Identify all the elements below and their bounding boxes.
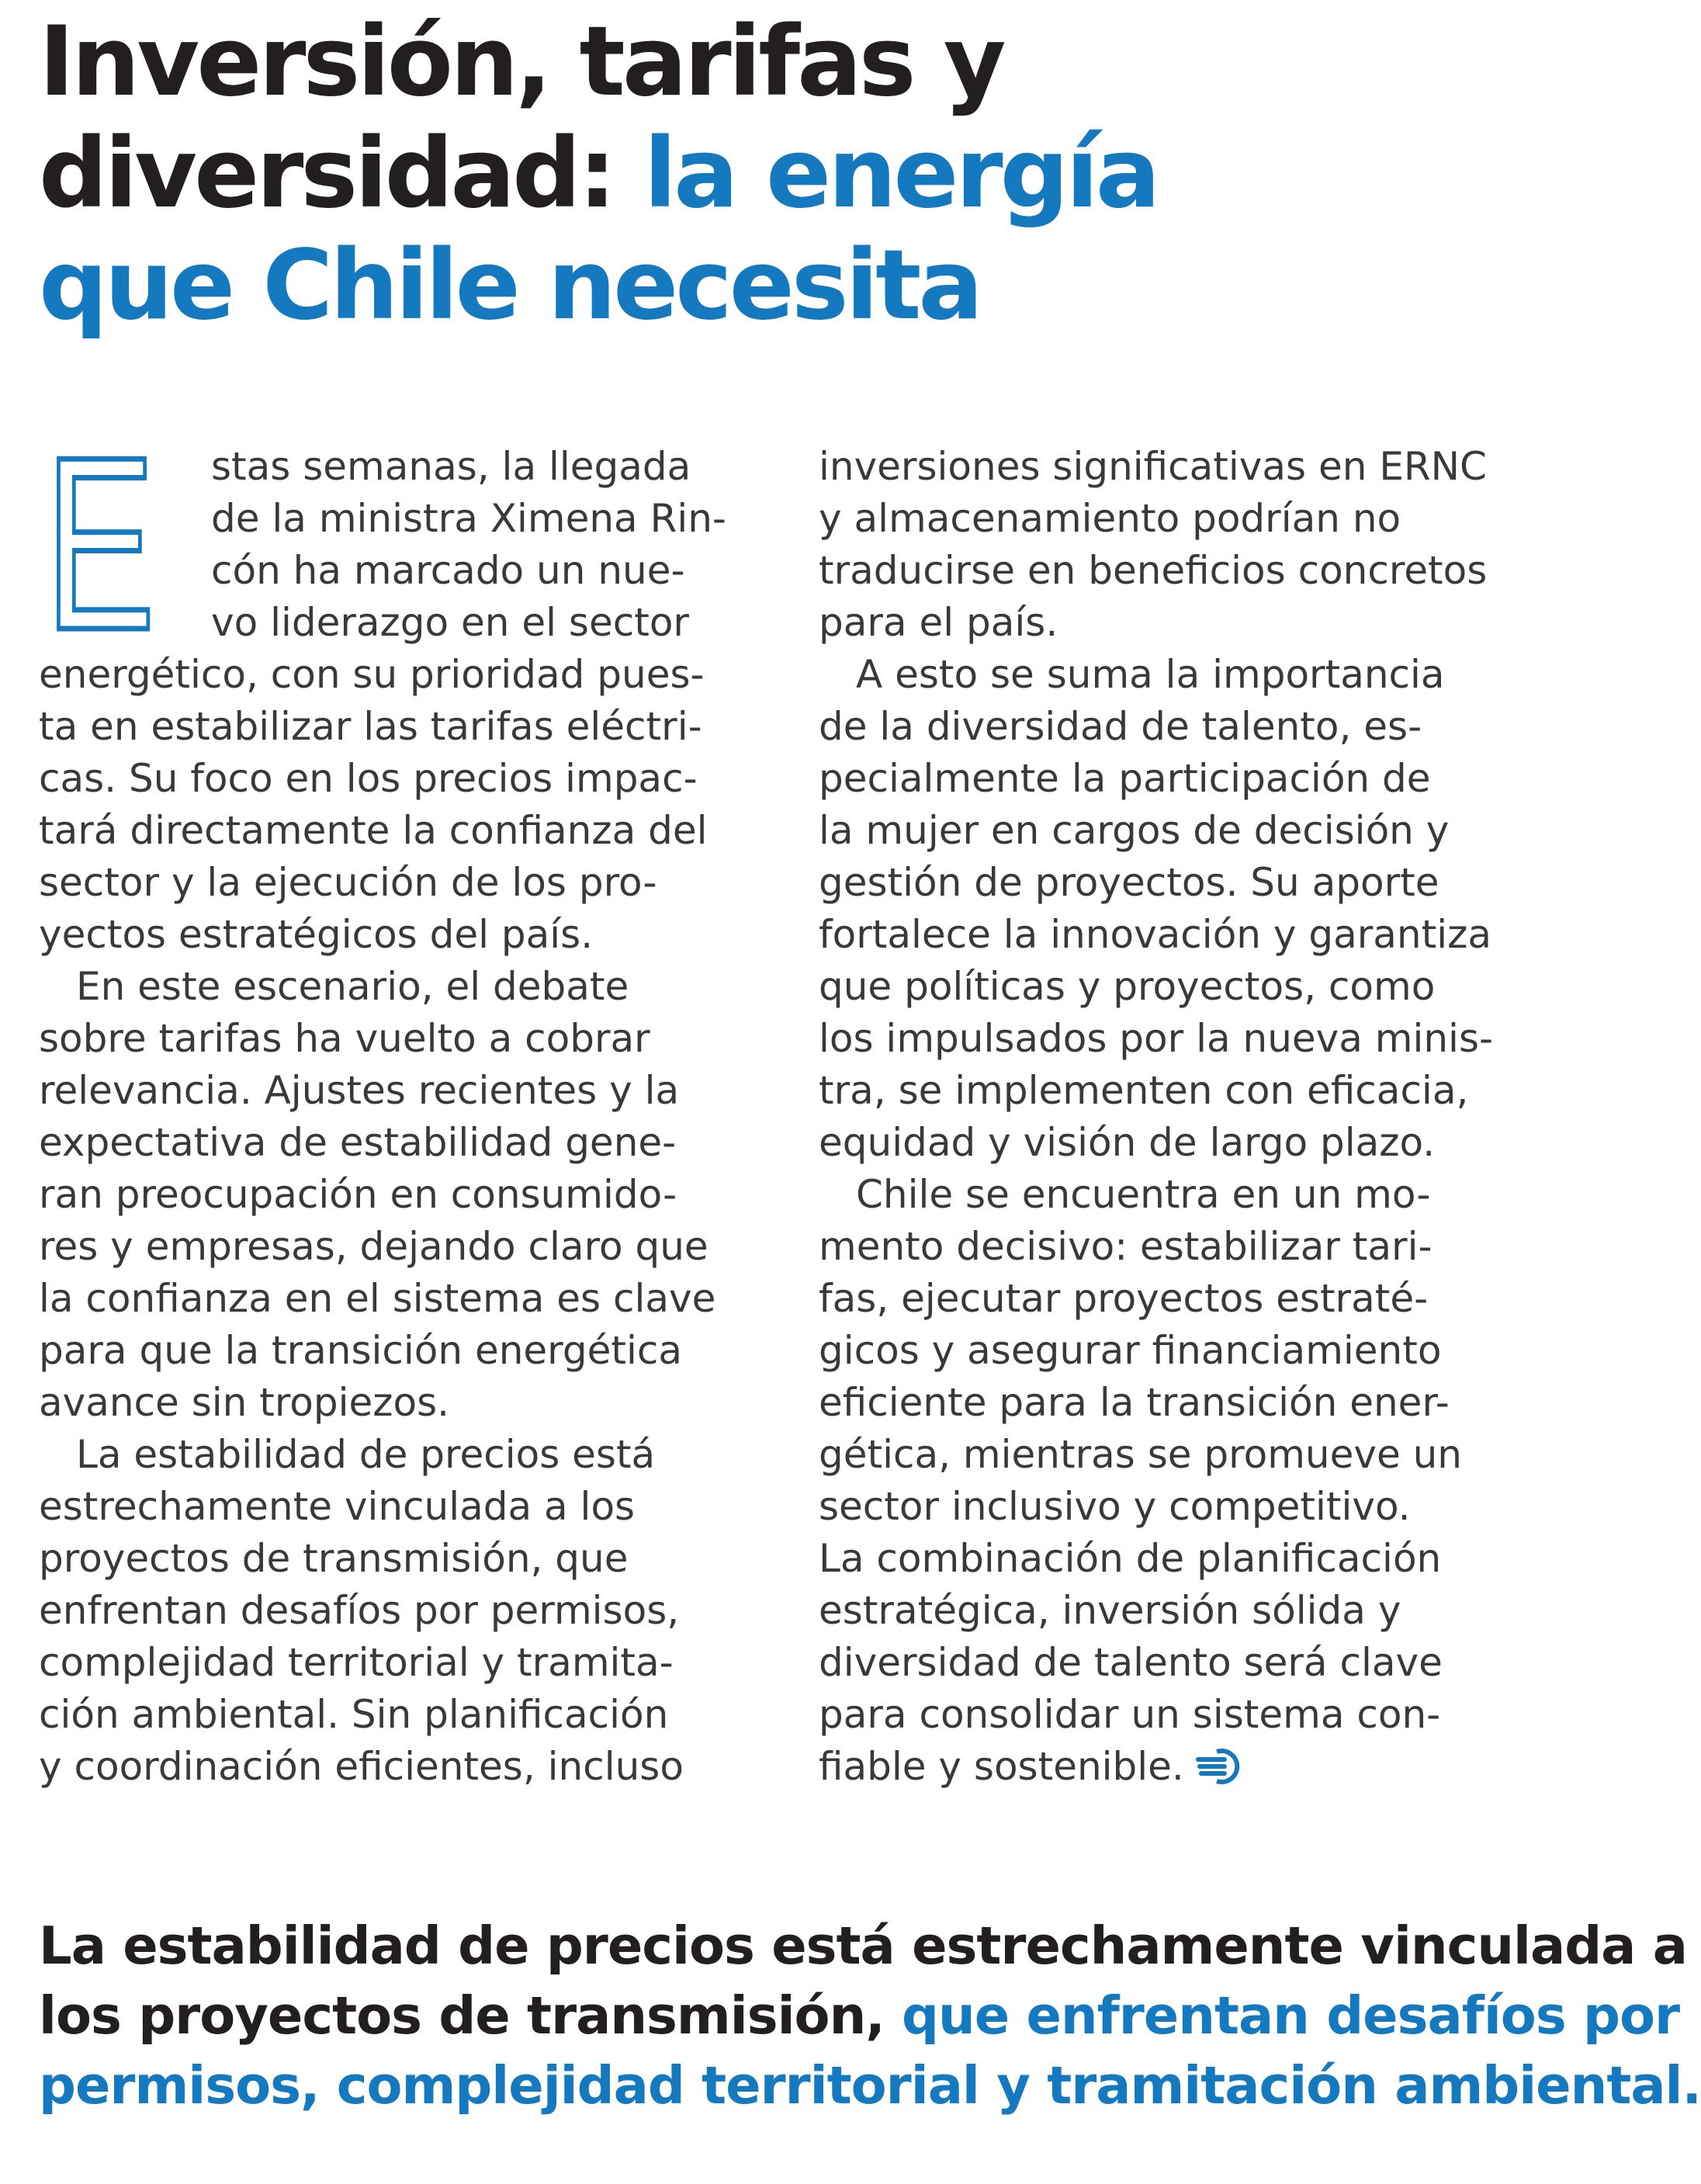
body-text-line: enfrentan desafíos por permisos,	[39, 1588, 680, 1633]
body-text-line: estratégica, inversión sólida y	[819, 1588, 1401, 1633]
title-line-3: que Chile necesita	[39, 230, 981, 341]
body-text-line: que políticas y proyectos, como	[819, 964, 1436, 1009]
body-text-line: pecialmente la participación de	[819, 756, 1431, 801]
body-text-line: mento decisivo: estabilizar tari-	[819, 1224, 1433, 1269]
body-text-line: traducirse en beneficios concretos	[819, 548, 1488, 593]
body-text-line: para el país.	[819, 600, 1058, 645]
body-text-line: La estabilidad de precios está	[76, 1432, 656, 1477]
pull-quote-line-1: La estabilidad de precios está estrechamente vinculada a	[39, 1915, 1687, 1976]
article-title	[39, 6, 1544, 341]
body-text-line: diversidad de talento será clave	[819, 1640, 1443, 1685]
body-text-line: la mujer en cargos de decisión y	[819, 808, 1450, 853]
left-column	[39, 441, 784, 1793]
body-text-line: la confianza en el sistema es clave	[39, 1276, 716, 1321]
body-text-line: vo liderazgo en el sector	[211, 600, 689, 645]
body-text-line: ta en estabilizar las tarifas eléctri-	[39, 704, 702, 749]
body-text-line: proyectos de transmisión, que	[39, 1536, 629, 1581]
body-text-line: La combinación de planificación	[819, 1536, 1442, 1581]
title-line-2-accent: la energía	[643, 118, 1158, 230]
body-text-line: expectativa de estabilidad gene-	[39, 1120, 677, 1165]
body-text-line: gética, mientras se promueve un	[819, 1432, 1462, 1477]
body-text-line: Chile se encuentra en un mo-	[856, 1172, 1431, 1217]
body-text-line: estrechamente vinculada a los	[39, 1484, 636, 1529]
body-text-line: res y empresas, dejando claro que	[39, 1224, 708, 1269]
body-text-line: fiable y sostenible.	[819, 1741, 1540, 1793]
body-text-line: de la ministra Ximena Rin-	[211, 496, 726, 541]
pull-quote-line-3: permisos, complejidad territorial y tramitación ambiental.	[39, 2055, 1701, 2116]
body-text-line: gestión de proyectos. Su aporte	[819, 860, 1439, 905]
body-text-line: energético, con su prioridad pues-	[39, 652, 705, 697]
body-text-line: gicos y asegurar financiamiento	[819, 1328, 1442, 1373]
body-text-line: ran preocupación en consumido-	[39, 1172, 677, 1217]
article-body	[39, 406, 1540, 1807]
body-text-line: de la diversidad de talento, es-	[819, 704, 1422, 749]
body-text-line: para que la transición energética	[39, 1328, 682, 1373]
body-text-line: En este escenario, el debate	[76, 964, 629, 1009]
publication-logo-icon	[1193, 1749, 1234, 1784]
body-text-line: cas. Su foco en los precios impac-	[39, 756, 698, 801]
body-text-line: ción ambiental. Sin planificación	[39, 1692, 669, 1737]
body-text-line: eficiente para la transición ener-	[819, 1380, 1450, 1425]
body-text-line: sobre tarifas ha vuelto a cobrar	[39, 1016, 650, 1061]
pull-quote-line-2-dark: los proyectos de transmisión,	[39, 1985, 885, 2046]
body-text-line: los impulsados por la nueva minis-	[819, 1016, 1494, 1061]
right-column	[819, 441, 1540, 1793]
body-text-line: stas semanas, la llegada	[211, 444, 691, 489]
title-line-2-dark: diversidad:	[39, 118, 614, 230]
body-text-line: para consolidar un sistema con-	[819, 1692, 1441, 1737]
title-line-1: Inversión, tarifas y	[39, 6, 1003, 118]
body-text-line: tra, se implementen con eficacia,	[819, 1068, 1469, 1113]
body-text-line: avance sin tropiezos.	[39, 1380, 450, 1425]
body-text-line: y coordinación eficientes, incluso	[39, 1744, 684, 1789]
body-text-line: fortalece la innovación y garantiza	[819, 912, 1491, 957]
body-text-line: inversiones significativas en ERNC	[819, 444, 1487, 489]
pull-quote-line-2-accent: que enfrentan desafíos por	[902, 1985, 1680, 2046]
pull-quote	[39, 1911, 1701, 2120]
drop-cap-glyph: E	[45, 406, 155, 681]
body-text-line: cón ha marcado un nue-	[211, 548, 685, 593]
body-text-line: yectos estratégicos del país.	[39, 912, 594, 957]
pull-quote-line-2	[39, 1981, 1680, 2051]
body-text-line: fas, ejecutar proyectos estraté-	[819, 1276, 1429, 1321]
body-text-line: equidad y visión de largo plazo.	[819, 1120, 1436, 1165]
body-text-line: complejidad territorial y tramita-	[39, 1640, 674, 1685]
body-text-line: sector inclusivo y competitivo.	[819, 1484, 1411, 1529]
title-line-2	[39, 118, 1544, 230]
body-text-line: relevancia. Ajustes recientes y la	[39, 1068, 680, 1113]
body-text-line: tará directamente la confianza del	[39, 808, 708, 853]
body-text-line: A esto se suma la importancia	[856, 652, 1445, 697]
body-text-line: sector y la ejecución de los pro-	[39, 860, 657, 905]
body-text-line: y almacenamiento podrían no	[819, 496, 1401, 541]
